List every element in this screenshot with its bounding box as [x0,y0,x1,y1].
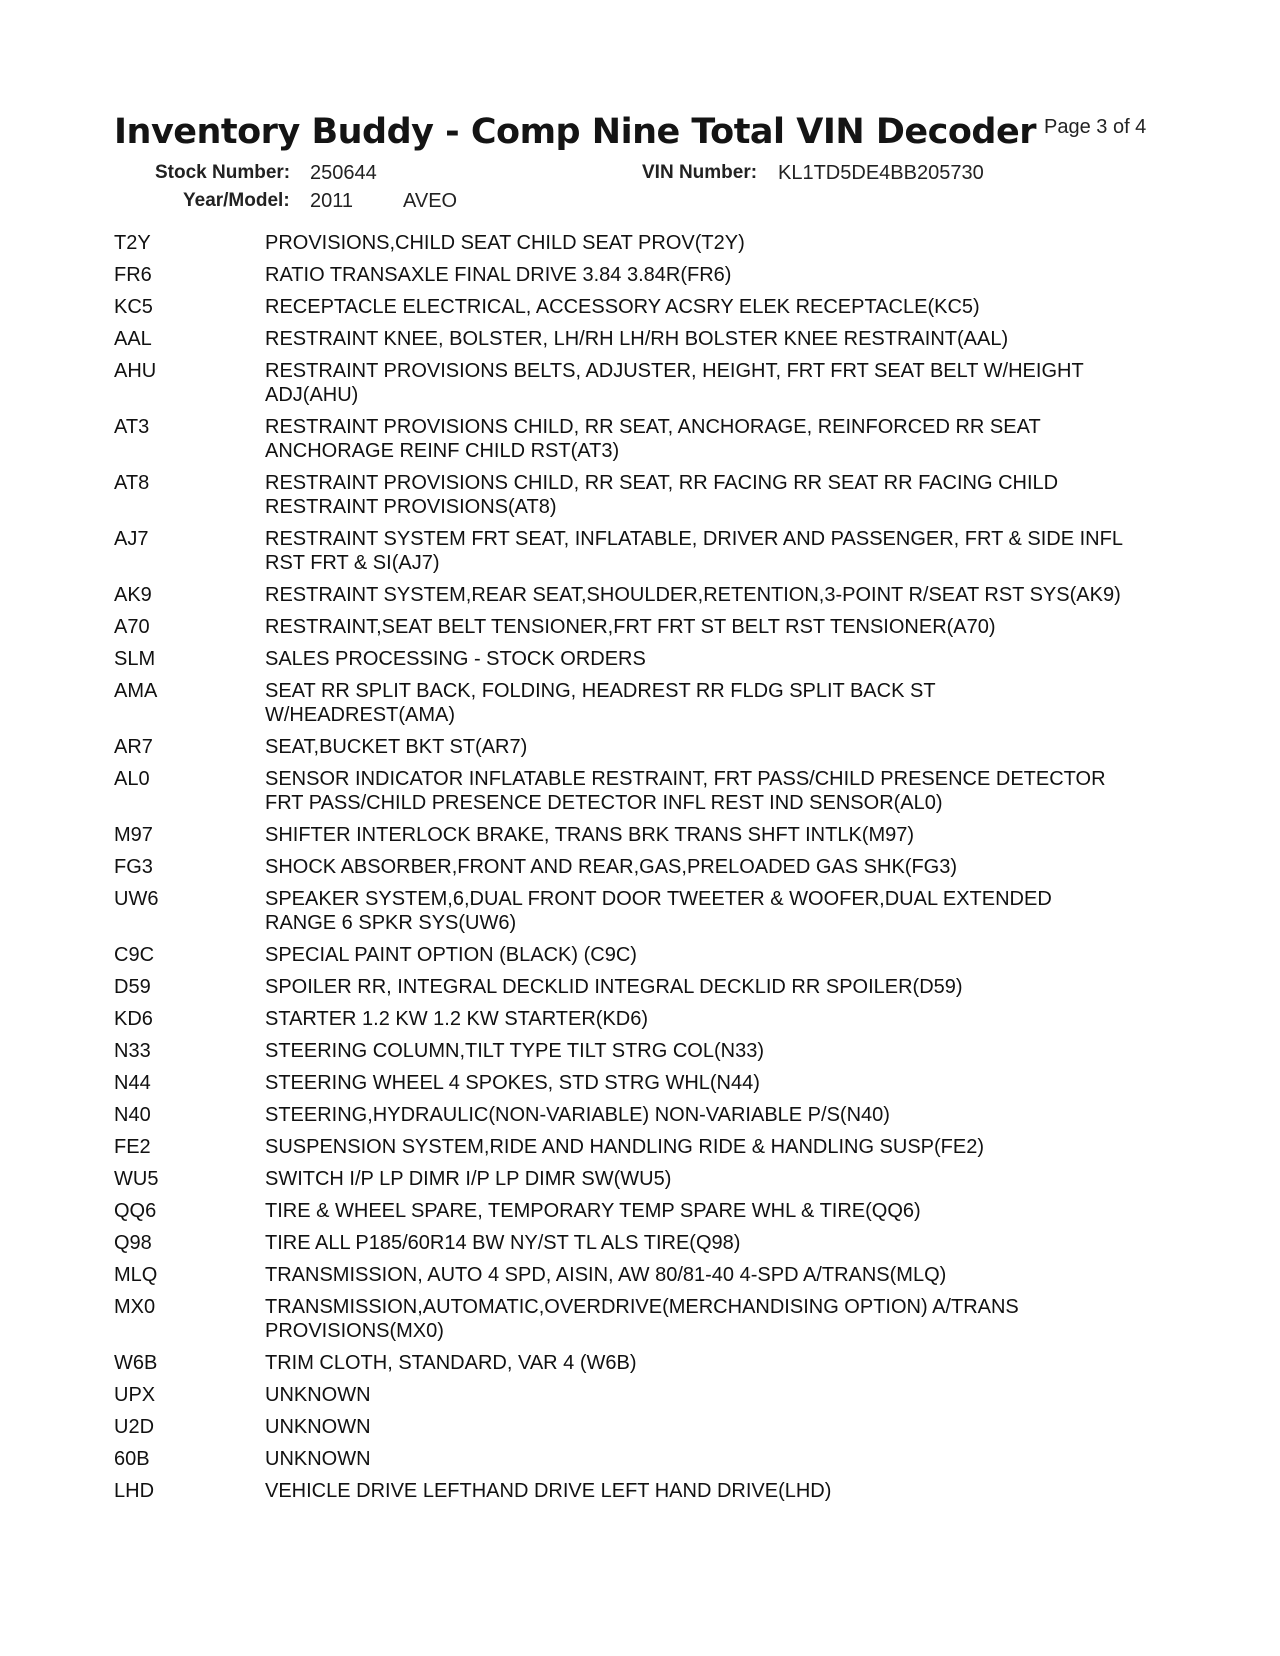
option-row [114,615,1164,639]
option-description: RESTRAINT SYSTEM FRT SEAT, INFLATABLE, DRIVER AND PASSENGER, FRT & SIDE INFL RST FRT & SI(AJ7) [265,528,1123,574]
option-description: SPECIAL PAINT OPTION (BLACK) (C9C) [265,944,637,966]
option-row [114,1383,1164,1407]
option-description: PROVISIONS,CHILD SEAT CHILD SEAT PROV(T2Y) [265,232,745,254]
option-description: VEHICLE DRIVE LEFTHAND DRIVE LEFT HAND DRIVE(LHD) [265,1480,832,1502]
option-row [114,1231,1164,1255]
option-code: 60B [114,1448,150,1470]
option-row [114,471,1164,519]
option-code: T2Y [114,232,151,254]
option-row [114,1351,1164,1375]
option-code: LHD [114,1480,155,1502]
stock-number-label: Stock Number: [155,162,291,183]
option-code: N44 [114,1072,151,1094]
option-row [114,295,1164,319]
option-row [114,359,1164,407]
option-code: UPX [114,1384,156,1406]
option-description: RESTRAINT KNEE, BOLSTER, LH/RH LH/RH BOLSTER KNEE RESTRAINT(AAL) [265,328,1009,350]
option-code: AAL [114,328,152,350]
option-description: UNKNOWN [265,1416,371,1438]
option-code: Q98 [114,1232,152,1254]
option-row [114,1295,1164,1343]
option-row [114,263,1164,287]
vin-number-value: KL1TD5DE4BB205730 [778,162,984,184]
option-code: N33 [114,1040,151,1062]
vin-number-label: VIN Number: [642,162,758,183]
option-description: TRIM CLOTH, STANDARD, VAR 4 (W6B) [265,1352,637,1374]
option-code: AT8 [114,472,150,494]
year-model-label: Year/Model: [183,190,290,211]
option-description: TIRE ALL P185/60R14 BW NY/ST TL ALS TIRE(Q98) [265,1232,741,1254]
option-description: RATIO TRANSAXLE FINAL DRIVE 3.84 3.84R(FR6) [265,264,732,286]
option-row [114,415,1164,463]
option-row [114,1263,1164,1287]
option-row [114,1071,1164,1095]
option-row [114,647,1164,671]
option-description: SEAT,BUCKET BKT ST(AR7) [265,736,528,758]
option-description: SALES PROCESSING - STOCK ORDERS [265,648,646,670]
option-code: AJ7 [114,528,149,550]
option-description: SEAT RR SPLIT BACK, FOLDING, HEADREST RR FLDG SPLIT BACK ST W/HEADREST(AMA) [265,680,936,726]
option-description: RESTRAINT SYSTEM,REAR SEAT,SHOULDER,RETENTION,3-POINT R/SEAT RST SYS(AK9) [265,584,1121,606]
option-code: A70 [114,616,150,638]
option-code: AK9 [114,584,152,606]
option-description: TRANSMISSION,AUTOMATIC,OVERDRIVE(MERCHANDISING OPTION) A/TRANS PROVISIONS(MX0) [265,1296,1019,1342]
option-description: STEERING COLUMN,TILT TYPE TILT STRG COL(N33) [265,1040,764,1062]
option-row [114,823,1164,847]
option-row [114,1167,1164,1191]
option-code: WU5 [114,1168,159,1190]
option-description: SHIFTER INTERLOCK BRAKE, TRANS BRK TRANS SHFT INTLK(M97) [265,824,915,846]
stock-number-value: 250644 [310,162,377,184]
option-code: MLQ [114,1264,158,1286]
option-code: U2D [114,1416,155,1438]
option-description: UNKNOWN [265,1384,371,1406]
option-description: RECEPTACLE ELECTRICAL, ACCESSORY ACSRY ELEK RECEPTACLE(KC5) [265,296,980,318]
option-row [114,679,1164,727]
option-row [114,855,1164,879]
option-row [114,1103,1164,1127]
option-row [114,327,1164,351]
option-code: N40 [114,1104,151,1126]
option-row [114,975,1164,999]
option-description: STARTER 1.2 KW 1.2 KW STARTER(KD6) [265,1008,649,1030]
option-description: SHOCK ABSORBER,FRONT AND REAR,GAS,PRELOADED GAS SHK(FG3) [265,856,958,878]
page-title: Inventory Buddy - Comp Nine Total VIN Decoder [114,112,1036,152]
option-description: TRANSMISSION, AUTO 4 SPD, AISIN, AW 80/81-40 4-SPD A/TRANS(MLQ) [265,1264,947,1286]
option-description: TIRE & WHEEL SPARE, TEMPORARY TEMP SPARE WHL & TIRE(QQ6) [265,1200,921,1222]
option-description: UNKNOWN [265,1448,371,1470]
option-code: C9C [114,944,155,966]
option-code: AR7 [114,736,153,758]
option-row [114,1415,1164,1439]
option-description: STEERING,HYDRAULIC(NON-VARIABLE) NON-VARIABLE P/S(N40) [265,1104,890,1126]
model-value: AVEO [403,190,458,212]
option-row [114,887,1164,935]
option-description: SPEAKER SYSTEM,6,DUAL FRONT DOOR TWEETER & WOOFER,DUAL EXTENDED RANGE 6 SPKR SYS(UW6) [265,888,1052,934]
option-code: W6B [114,1352,158,1374]
option-description: RESTRAINT PROVISIONS CHILD, RR SEAT, ANCHORAGE, REINFORCED RR SEAT ANCHORAGE REINF CHILD RST(AT3) [265,416,1041,462]
option-row [114,943,1164,967]
option-description: SUSPENSION SYSTEM,RIDE AND HANDLING RIDE & HANDLING SUSP(FE2) [265,1136,985,1158]
option-code: UW6 [114,888,159,910]
option-code: FR6 [114,264,152,286]
option-code: AT3 [114,416,150,438]
option-row [114,767,1164,815]
option-code: MX0 [114,1296,156,1318]
page-number: Page 3 of 4 [1044,116,1147,138]
option-code: FE2 [114,1136,151,1158]
option-row [114,1479,1164,1503]
option-description: SWITCH I/P LP DIMR I/P LP DIMR SW(WU5) [265,1168,672,1190]
option-code: M97 [114,824,153,846]
option-description: RESTRAINT,SEAT BELT TENSIONER,FRT FRT ST BELT RST TENSIONER(A70) [265,616,996,638]
option-description: STEERING WHEEL 4 SPOKES, STD STRG WHL(N44) [265,1072,760,1094]
year-value: 2011 [310,190,354,212]
option-code: KC5 [114,296,153,318]
option-code: FG3 [114,856,153,878]
option-description: SPOILER RR, INTEGRAL DECKLID INTEGRAL DECKLID RR SPOILER(D59) [265,976,963,998]
option-code: D59 [114,976,151,998]
option-row [114,1039,1164,1063]
option-row [114,583,1164,607]
option-code: AL0 [114,768,150,790]
option-row [114,1199,1164,1223]
option-row [114,1007,1164,1031]
option-row [114,735,1164,759]
option-code: SLM [114,648,156,670]
option-code-list [114,231,1164,1511]
option-description: SENSOR INDICATOR INFLATABLE RESTRAINT, FRT PASS/CHILD PRESENCE DETECTOR FRT PASS/CHILD PRESENCE DETECTOR INFL REST IND SENSOR(AL0) [265,768,1106,814]
option-code: QQ6 [114,1200,157,1222]
option-row [114,231,1164,255]
option-code: AHU [114,360,157,382]
option-code: AMA [114,680,158,702]
option-code: KD6 [114,1008,153,1030]
option-row [114,1447,1164,1471]
option-row [114,1135,1164,1159]
option-description: RESTRAINT PROVISIONS BELTS, ADJUSTER, HEIGHT, FRT FRT SEAT BELT W/HEIGHT ADJ(AHU) [265,360,1084,406]
option-row [114,527,1164,575]
option-description: RESTRAINT PROVISIONS CHILD, RR SEAT, RR FACING RR SEAT RR FACING CHILD RESTRAINT PROVISIONS(AT8) [265,472,1059,518]
